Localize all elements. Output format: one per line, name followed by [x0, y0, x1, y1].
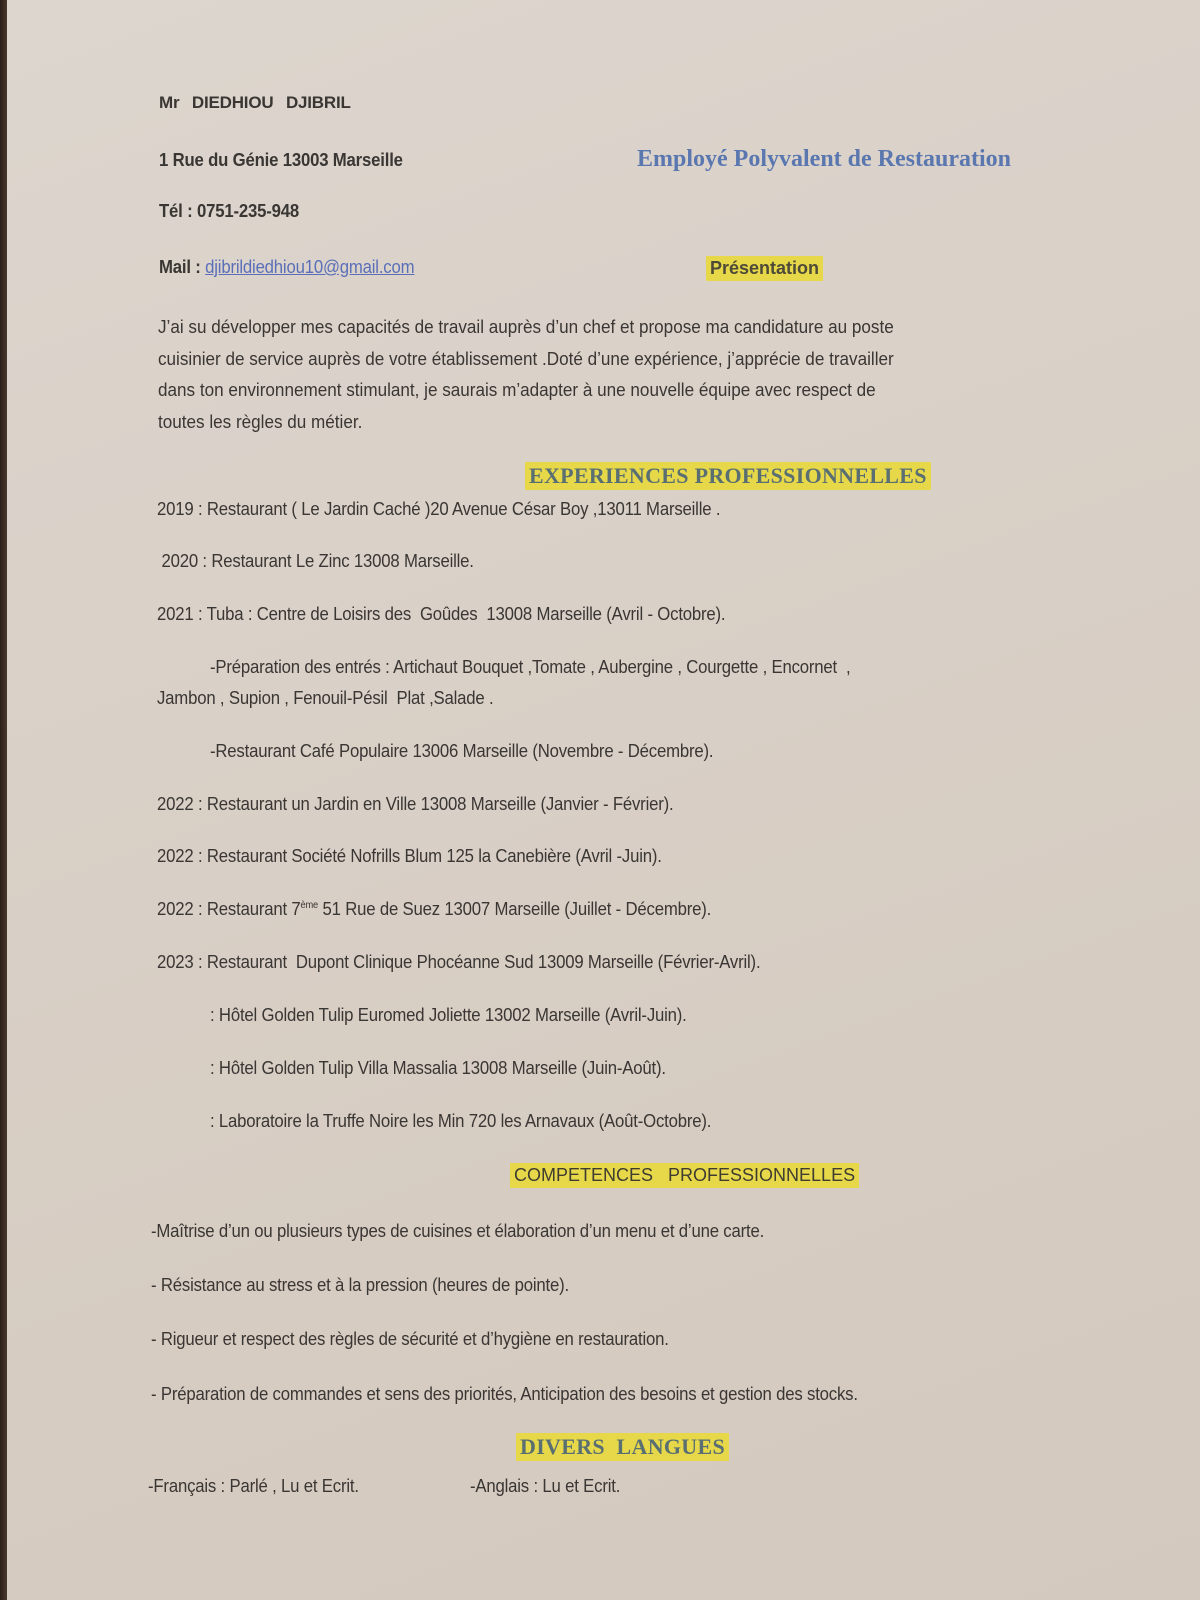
competence-item: -Maîtrise d’un ou plusieurs types de cuisines et élaboration d’un menu et d’une carte.: [151, 1221, 765, 1241]
experience-item: : Laboratoire la Truffe Noire les Min 720 les Arnavaux (Août-Octobre).: [210, 1111, 712, 1131]
mail-label: Mail :: [159, 257, 206, 277]
experience-item: 2021 : Tuba : Centre de Loisirs des Goûdes 13008 Marseille (Avril - Octobre).: [157, 604, 726, 624]
experience-item: : Hôtel Golden Tulip Villa Massalia 13008 Marseille (Juin-Août).: [210, 1058, 666, 1078]
experience-item: : Hôtel Golden Tulip Euromed Joliette 13002 Marseille (Avril-Juin).: [210, 1005, 687, 1025]
experience-item: 2020 : Restaurant Le Zinc 13008 Marseille.: [157, 551, 474, 571]
email-link[interactable]: djibrildiedhiou10@gmail.com: [205, 257, 415, 277]
candidate-name: Mr DIEDHIOU DJIBRIL: [159, 93, 351, 112]
competences-heading: COMPETENCES PROFESSIONNELLES: [510, 1163, 859, 1188]
photo-background-edge: [0, 0, 7, 1600]
experience-7eme-before: 2022 : Restaurant 7: [157, 899, 301, 919]
language-french: -Français : Parlé , Lu et Ecrit.: [148, 1476, 359, 1496]
experience-detail: -Préparation des entrés : Artichaut Bouquet ,Tomate , Aubergine , Courgette , Encornet ,: [210, 657, 851, 677]
experience-detail: Jambon , Supion , Fenouil-Pésil Plat ,Salade .: [157, 688, 494, 708]
competence-item: - Préparation de commandes et sens des priorités, Anticipation des besoins et gestion des stocks.: [151, 1384, 858, 1404]
experience-item: 2019 : Restaurant ( Le Jardin Caché )20 Avenue César Boy ,13011 Marseille .: [157, 499, 721, 519]
experience-7eme-after: 51 Rue de Suez 13007 Marseille (Juillet - Décembre).: [318, 899, 712, 919]
competence-item: - Rigueur et respect des règles de sécurité et d’hygiène en restauration.: [151, 1329, 669, 1349]
experience-7eme-sup: ème: [300, 900, 319, 911]
language-english: -Anglais : Lu et Ecrit.: [470, 1476, 621, 1496]
presentation-heading: Présentation: [706, 256, 823, 281]
experience-item: 2022 : Restaurant un Jardin en Ville 13008 Marseille (Janvier - Février).: [157, 794, 674, 814]
candidate-phone: Tél : 0751-235-948: [159, 201, 299, 221]
experiences-heading: EXPERIENCES PROFESSIONNELLES: [525, 462, 931, 490]
competence-item: - Résistance au stress et à la pression (heures de pointe).: [151, 1275, 569, 1295]
experience-item: 2023 : Restaurant Dupont Clinique Phocéanne Sud 13009 Marseille (Février-Avril).: [157, 952, 761, 972]
experience-item: [157, 899, 711, 920]
experience-detail: -Restaurant Café Populaire 13006 Marseille (Novembre - Décembre).: [210, 741, 714, 761]
candidate-address: 1 Rue du Génie 13003 Marseille: [159, 150, 403, 170]
candidate-mail: [159, 257, 414, 278]
experience-item: 2022 : Restaurant Société Nofrills Blum 125 la Canebière (Avril -Juin).: [157, 846, 662, 866]
langues-heading: DIVERS LANGUES: [516, 1433, 729, 1461]
presentation-text: J’ai su développer mes capacités de travail auprès d’un chef et propose ma candidature au poste cuisinier de service auprès de votre établissement .Doté d’une expérience, j’apprécie de travailler dans ton environnement stimulant, je saurais m’adapter à une nouvelle équipe avec respect de toutes les règles du métier.: [158, 317, 894, 432]
job-title: Employé Polyvalent de Restauration: [637, 146, 1011, 172]
